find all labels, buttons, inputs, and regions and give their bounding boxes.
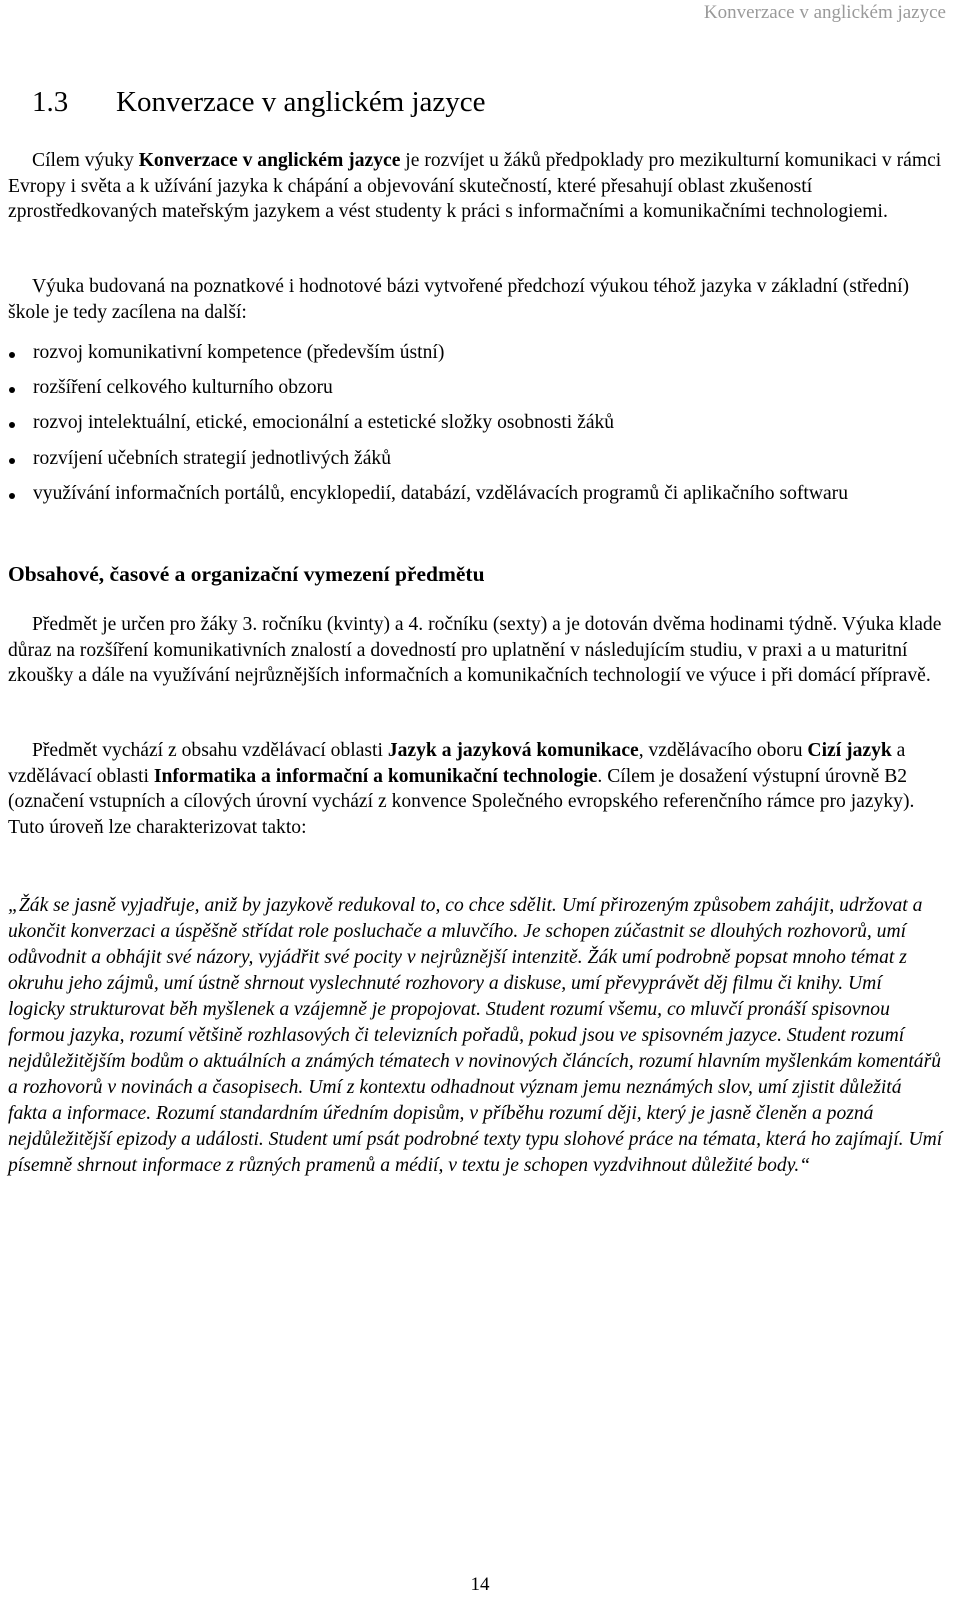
framework-text-c: , vzdělávacího oboru [638, 740, 808, 761]
framework-text-a: Předmět vychází z obsahu vzdělávací oblasti [32, 740, 388, 761]
intro-text-rest: je rozvíjet u žáků předpoklady pro mezikulturní komunikaci v rámci Evropy i světa a k užívání jazyka k chápání a objevování skutečností, které přesahují oblast zkušeností zprostředkovaných mateřským jazykem a vést studenty k práci s informačními a komunikačními technologiemi. [8, 150, 942, 223]
intro-text-start: Cílem výuky [32, 150, 139, 171]
list-item: rozšíření celkového kulturního obzoru [8, 375, 943, 401]
level-description-quote: „Žák se jasně vyjadřuje, aniž by jazykově redukoval to, co chce sdělit. Umí přirozeným způsobem zahájit, udržovat a ukončit konverzaci a úspěšně střídat role posluchače a mluvčího. Je schopen zúčastnit se dlouhých rozhovorů, umí odůvodnit a obhájit své názory, vyjádřit své pocity v nejrůznější intenzitě. Žák umí podrobně popsat mnoho témat z okruhu jeho zájmů, umí ústně shrnout vyslechnuté rozhovory a diskuse, umí převyprávět děj filmu či knihy. Umí logicky strukturovat běh myšlenek a vzájemně je propojovat. Student rozumí všemu, co mluvčí pronáší spisovnou formou jazyka, rozumí většině rozhlasových či televizních pořadů, pokud jsou ve spisovném jazyce. Student rozumí nejdůležitějším bodům o aktuálních a známých tématech v novinových článcích, rozumí hlavním myšlenkám komentářů a rozhovorů v novinách a časopisech. Umí z kontextu odhadnout význam jemu neznámých slov, umí zjistit důležitá fakta a informace. Rozumí standardním úředním dopisům, v příběhu rozumí ději, který je jasně členěn a pozná nejdůležitější epizody a události. Student umí psát podrobné texty typu slohové práce na témata, která ho zajímají. Umí písemně shrnout informace z různých pramenů a médií, v textu je schopen vyzdvihnout důležité body.“ [8, 895, 943, 1176]
list-item: využívání informačních portálů, encyklopedií, databází, vzdělávacích programů či aplikačního softwaru [8, 481, 943, 507]
subsection-heading: Obsahové, časové a organizační vymezení předmětu [8, 562, 485, 586]
ict-area-name: Informatika a informační a komunikační technologie [153, 765, 598, 787]
section-number: 1.3 [32, 86, 69, 118]
list-item: rozvoj intelektuální, etické, emocionální a estetické složky osobnosti žáků [8, 410, 943, 436]
running-header: Konverzace v anglickém jazyce [703, 2, 946, 23]
intro-paragraph [8, 148, 943, 225]
framework-paragraph [8, 738, 943, 840]
area-name: Jazyk a jazyková komunikace [387, 740, 639, 761]
goals-list [8, 340, 943, 516]
goals-intro-paragraph: Výuka budovaná na poznatkové i hodnotové bázi vytvořené předchozí výukou téhož jazyka v základní (střední) škole je tedy zacílena na další: [8, 276, 910, 323]
scope-paragraph: Předmět je určen pro žáky 3. ročníku (kvinty) a 4. ročníku (sexty) a je dotován dvěma hodinami týdně. Výuka klade důraz na rozšíření komunikativních znalostí a dovedností pro uplatnění v následujícím studiu, v praxi a u maturitní zkoušky a dále na využívání nejrůznějších informačních a komunikačních technologií ve výuce i při domácí přípravě. [8, 614, 942, 687]
page-number: 14 [470, 1574, 490, 1595]
section-title: Konverzace v anglickém jazyce [116, 86, 486, 118]
field-name: Cizí jazyk [807, 740, 892, 761]
subject-name: Konverzace v anglickém jazyce [138, 150, 401, 171]
section-heading [32, 86, 486, 119]
framework-text-d: a vzdělávací oblasti [8, 740, 906, 787]
framework-text-e: . Cílem je dosažení výstupní úrovně B2 (označení vstupních a cílových úrovní vychází z konvence Společného evropského referenčního rámce pro jazyky). Tuto úroveň lze charakterizovat takto: [8, 765, 915, 838]
list-item: rozvíjení učebních strategií jednotlivých žáků [8, 446, 943, 472]
list-item: rozvoj komunikativní kompetence (především ústní) [8, 340, 943, 366]
